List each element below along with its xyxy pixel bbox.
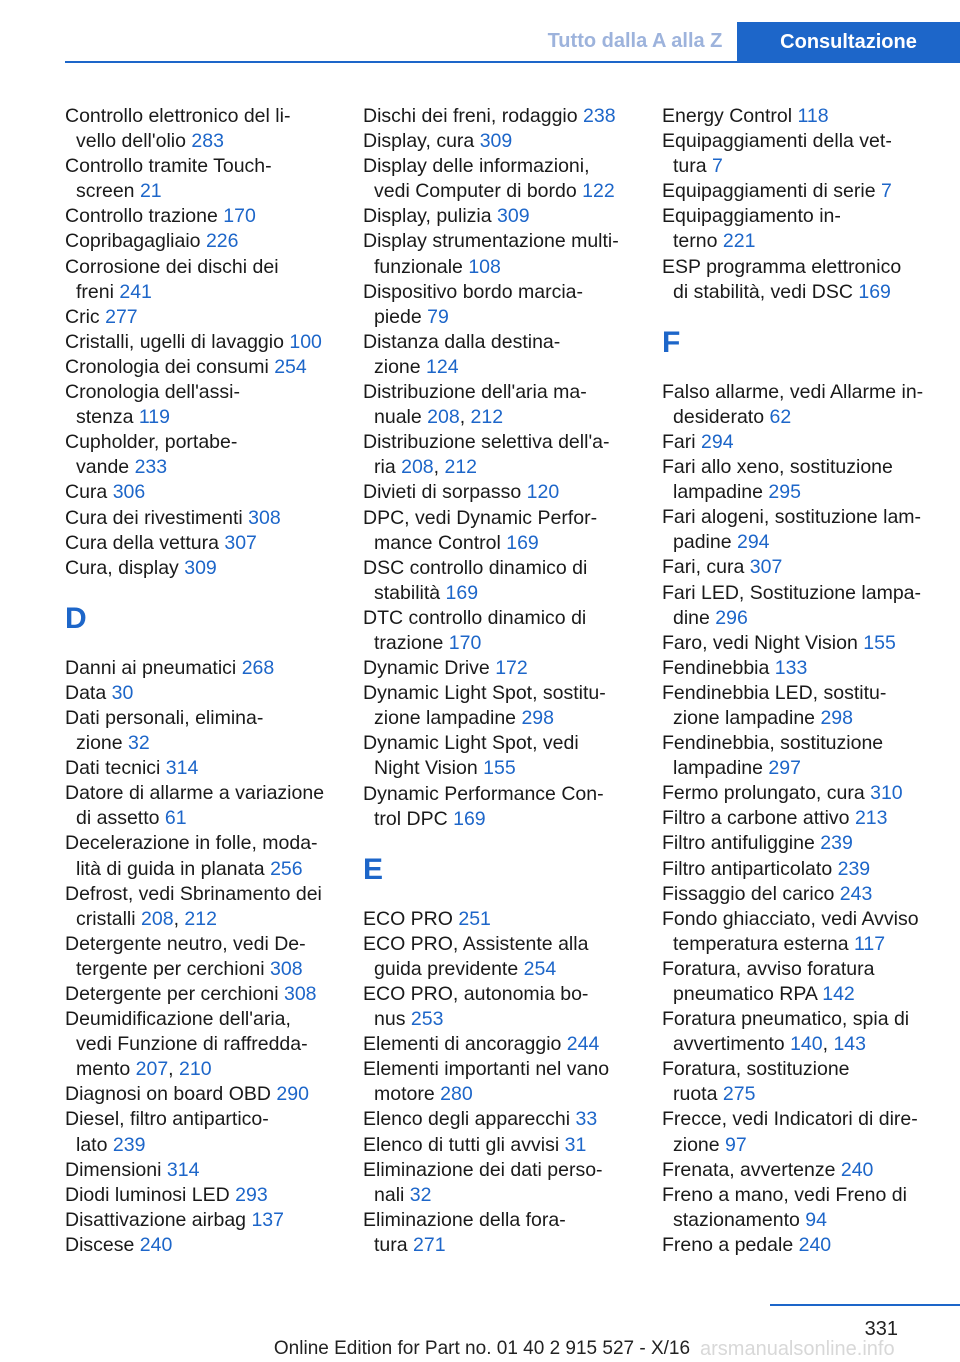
page-reference-link[interactable]: 254 [523, 957, 557, 980]
page-reference-link[interactable]: 239 [837, 857, 871, 880]
index-entry [65, 480, 335, 505]
index-entry [363, 506, 633, 556]
page-reference-link[interactable]: 117 [854, 932, 886, 955]
index-entry [662, 255, 932, 305]
index-entry [662, 1158, 932, 1183]
page-reference-link[interactable]: 240 [840, 1158, 874, 1181]
index-term: Cronologia dell'assi- stenza [65, 381, 240, 429]
index-term: Dischi dei freni, rodaggio [363, 105, 578, 127]
index-term: Elementi importanti nel vano motore [363, 1058, 610, 1106]
page-reference-link[interactable]: 208 [141, 907, 174, 930]
index-entry [363, 204, 633, 229]
index-term: Fendinebbia [662, 656, 770, 679]
page-reference-link[interactable]: 169 [858, 280, 891, 303]
page-reference-link[interactable]: 7 [880, 180, 892, 203]
index-term: Cupholder, portabe- vande [65, 431, 238, 479]
page-reference-link[interactable]: 155 [863, 631, 896, 654]
chapter-tab: Consultazione [737, 22, 960, 62]
index-term: Faro, vedi Night Vision [662, 631, 858, 654]
index-term: Filtro a carbone attivo [662, 807, 850, 830]
index-term: Cric [65, 305, 100, 328]
index-term: Fondo ghiacciato, vedi Avviso temperatura esterna [662, 907, 919, 955]
index-term: Display, pulizia [363, 205, 492, 228]
index-term: Cura della vettura [65, 531, 219, 554]
page-reference-link[interactable]: 32 [128, 732, 150, 755]
page-reference-link[interactable]: 108 [468, 255, 501, 278]
page-reference-link[interactable]: 298 [820, 706, 853, 729]
index-entry [662, 505, 932, 555]
index-term: DTC controllo dinamico di trazione [363, 606, 587, 654]
page-reference-link[interactable]: 207 [135, 1058, 169, 1081]
page-reference-link[interactable]: 308 [283, 983, 317, 1005]
page-reference-link[interactable]: 118 [797, 105, 829, 127]
index-entry [363, 606, 633, 656]
index-term: ECO PRO, autonomia bo- nus [363, 983, 589, 1031]
index-entry [662, 907, 932, 957]
page-reference-link[interactable]: 33 [575, 1108, 598, 1131]
index-term: Equipaggiamento in- terno [662, 205, 841, 253]
page-reference-link[interactable]: 169 [506, 531, 539, 554]
index-entry [65, 229, 335, 254]
index-entry [65, 1183, 335, 1208]
page-reference-link[interactable]: 172 [495, 657, 528, 680]
page-reference-link[interactable]: 277 [105, 305, 138, 328]
page-reference-link[interactable]: 314 [165, 757, 199, 780]
page-reference-link[interactable]: 94 [805, 1208, 827, 1231]
index-entry [662, 1183, 932, 1233]
page-reference-link[interactable]: 306 [112, 481, 146, 504]
page-reference-link[interactable]: 170 [448, 631, 482, 654]
index-entry [363, 1057, 633, 1107]
index-entry [65, 355, 335, 380]
page-reference-link[interactable]: 309 [479, 130, 513, 153]
page-reference-link[interactable]: 212 [184, 907, 217, 930]
index-entry [65, 1107, 335, 1157]
index-entry [363, 480, 633, 505]
page-reference-link[interactable]: 293 [235, 1183, 268, 1206]
index-term: Eliminazione dei dati perso- nali [363, 1158, 603, 1206]
page-reference-link[interactable]: 122 [582, 180, 615, 203]
page-reference-link[interactable]: 244 [566, 1033, 600, 1056]
index-term: Energy Control [662, 105, 793, 127]
index-term: Diesel, filtro antipartico- lato [65, 1108, 269, 1156]
page-reference-link[interactable]: 208 [427, 406, 460, 429]
index-entry [662, 455, 932, 505]
index-entry [662, 179, 932, 204]
index-term: Disattivazione airbag [65, 1208, 247, 1231]
index-term: Dynamic Light Spot, vedi Night Vision [363, 732, 579, 780]
page-reference-link[interactable]: 239 [112, 1133, 146, 1156]
index-entry [363, 1158, 633, 1208]
index-entry [662, 781, 932, 806]
index-term: Fendinebbia, sostituzione lampadine [662, 732, 884, 780]
index-entry [662, 882, 932, 907]
page-reference-link[interactable]: 30 [111, 681, 134, 704]
index-entry [363, 1107, 633, 1132]
index-entry [662, 857, 932, 882]
index-term: Freno a mano, vedi Freno di stazionamento [662, 1183, 907, 1231]
page-reference-link[interactable]: 169 [445, 581, 479, 604]
index-column-2 [363, 104, 633, 1258]
index-entry [65, 330, 335, 355]
page-reference-link[interactable]: 124 [426, 355, 459, 378]
index-entry [363, 656, 633, 681]
index-term: Eliminazione della fora- tura [363, 1208, 566, 1256]
index-entry [65, 305, 335, 330]
page-reference-link[interactable]: 213 [854, 807, 888, 830]
index-entry [363, 1208, 633, 1258]
index-column-3 [662, 104, 932, 1258]
page-reference-link[interactable]: 307 [749, 556, 783, 579]
index-term: Cristalli, ugelli di lavaggio [65, 330, 284, 353]
footer-rule [770, 1304, 960, 1306]
index-entry [65, 531, 335, 556]
index-term: Dati personali, elimina- zione [65, 706, 264, 755]
header-rule [65, 61, 960, 63]
index-term: Discese [65, 1233, 135, 1256]
index-entry [65, 932, 335, 982]
edition-note: Online Edition for Part no. 01 40 2 915 527 - X/16 [273, 1338, 691, 1359]
index-entry [65, 831, 335, 881]
page-reference-link[interactable]: 31 [564, 1133, 587, 1156]
page-number: 331 [864, 1318, 898, 1340]
page-reference-link[interactable]: 275 [722, 1083, 756, 1106]
section-title: Tutto dalla A alla Z [547, 30, 723, 52]
index-term: Display, cura [363, 130, 475, 153]
index-term: DSC controllo dinamico di stabilità [363, 556, 588, 604]
index-entry [662, 656, 932, 681]
page-reference-link[interactable]: 297 [768, 757, 801, 780]
index-term: Elenco di tutti gli avvisi [363, 1133, 560, 1156]
index-term: Fari, cura [662, 556, 745, 579]
index-entry [65, 1208, 335, 1233]
index-entry [65, 1082, 335, 1107]
page-reference-link[interactable]: 208 [401, 456, 434, 479]
page-reference-link[interactable]: 212 [444, 456, 478, 479]
page-reference-link[interactable]: 210 [179, 1058, 212, 1081]
index-term: Foratura, sostituzione ruota [662, 1058, 850, 1106]
page-reference-link[interactable]: 142 [822, 983, 855, 1005]
index-term: Cura [65, 481, 108, 504]
index-entry [363, 1032, 633, 1057]
index-term: Dynamic Drive [363, 657, 490, 680]
index-term: Distanza dalla destina- zione [363, 330, 561, 378]
index-entry [363, 229, 633, 279]
index-entry [65, 656, 335, 681]
index-term: Controllo trazione [65, 205, 218, 228]
page-reference-link[interactable]: 253 [410, 1008, 444, 1031]
index-entry [65, 154, 335, 204]
index-term: Diodi luminosi LED [65, 1183, 230, 1206]
page-reference-link[interactable]: 308 [248, 506, 281, 529]
page-reference-link[interactable]: 79 [427, 305, 449, 328]
index-term: Cura, display [65, 556, 179, 579]
page-reference-link[interactable]: 240 [798, 1233, 832, 1256]
index-entry [65, 556, 335, 581]
index-term: Freno a pedale [662, 1233, 794, 1256]
index-term: ECO PRO [363, 907, 453, 930]
page-reference-link[interactable]: 283 [191, 130, 224, 153]
page-reference-link[interactable]: 143 [833, 1033, 866, 1056]
index-term: Fari alogeni, sostituzione lam- padine [662, 506, 922, 554]
index-term: Danni ai pneumatici [65, 656, 237, 679]
index-entry [662, 430, 932, 455]
index-term: ESP programma elettronico di stabilità, vedi DSC [662, 255, 902, 303]
index-term: Foratura pneumatico, spia di avvertimento [662, 1008, 910, 1056]
index-entry [65, 681, 335, 706]
page-reference-link[interactable]: 155 [483, 757, 516, 780]
index-entry [662, 631, 932, 656]
page-reference-link[interactable]: 308 [270, 957, 303, 980]
page-reference-link[interactable]: 140 [790, 1033, 823, 1056]
index-term: Filtro antifuliggine [662, 832, 815, 855]
page-reference-link[interactable]: 226 [205, 230, 239, 253]
page-reference-link[interactable]: 271 [413, 1233, 446, 1256]
index-entry [662, 806, 932, 831]
index-entry [662, 1233, 932, 1258]
page-reference-link[interactable]: 21 [139, 180, 162, 203]
index-entry [662, 1057, 932, 1107]
index-entry [662, 581, 932, 631]
index-entry [363, 129, 633, 154]
index-entry [662, 681, 932, 731]
index-entry [662, 555, 932, 580]
index-term: Display delle informazioni, vedi Computer di bordo [363, 155, 590, 203]
index-entry: Distribuzione dell'aria ma- nuale 208, 212 [363, 381, 587, 429]
page-reference-link[interactable]: 62 [769, 405, 792, 428]
page-reference-link[interactable]: 32 [409, 1183, 432, 1206]
page-reference-link[interactable]: 170 [223, 205, 256, 228]
index-term: Fissaggio del carico [662, 882, 835, 905]
index-term: Dynamic Light Spot, sostitu- zione lampadine [363, 682, 606, 730]
letter-heading: D [65, 601, 87, 635]
page-reference-link[interactable]: 7 [712, 155, 723, 178]
index-term: Foratura, avviso foratura pneumatico RPA [662, 957, 875, 1005]
page-reference-link[interactable]: 268 [241, 656, 275, 679]
index-entry [363, 280, 633, 330]
page-reference-link[interactable]: 294 [701, 430, 734, 453]
index-entry [363, 1133, 633, 1158]
index-term: Distribuzione selettiva dell'a- ria [363, 431, 610, 479]
letter-heading: F [662, 325, 681, 359]
index-term: Defrost, vedi Sbrinamento dei cristalli [65, 882, 322, 930]
index-term: Detergente per cerchioni [65, 983, 279, 1005]
index-term: Elementi di ancoraggio [363, 1033, 562, 1056]
index-term: Cronologia dei consumi [65, 355, 269, 378]
page-reference-link[interactable]: 241 [119, 280, 152, 303]
page-reference-link[interactable]: 133 [774, 656, 808, 679]
index-entry [363, 556, 633, 606]
page-reference-link[interactable]: 251 [458, 907, 491, 930]
index-term: Decelerazione in folle, moda- lità di guida in planata [65, 832, 318, 880]
index-entry [363, 154, 633, 204]
page-reference-link[interactable]: 97 [725, 1133, 747, 1156]
index-term: Diagnosi on board OBD [65, 1083, 271, 1106]
index-term: Detergente neutro, vedi De- tergente per cerchioni [65, 932, 306, 980]
page-reference-link[interactable]: 307 [224, 531, 257, 554]
page-reference-link[interactable]: 314 [166, 1158, 200, 1181]
index-entry [363, 982, 633, 1032]
letter-heading: E [363, 852, 384, 886]
page-reference-link[interactable]: 119 [138, 406, 170, 429]
index-entry [662, 731, 932, 781]
index-entry [363, 330, 633, 380]
page-reference-link[interactable]: 309 [184, 556, 217, 579]
index-term: Distribuzione dell'aria ma- nuale [363, 381, 587, 429]
index-entry [662, 204, 932, 254]
index-entry [662, 129, 932, 179]
index-term: Filtro antiparticolato [662, 857, 833, 880]
index-entry [65, 104, 335, 154]
page-reference-link[interactable]: 243 [839, 882, 873, 905]
index-term: Corrosione dei dischi dei freni [65, 255, 279, 303]
index-entry: Defrost, vedi Sbrinamento dei cristalli 208, 212 [65, 882, 322, 930]
index-entry [363, 782, 633, 832]
index-term: Datore di allarme a variazione di assetto [65, 782, 325, 830]
page-reference-link[interactable]: 221 [722, 230, 756, 253]
index-term: Deumidificazione dell'aria, vedi Funzione di raffredda- mento [65, 1008, 308, 1081]
index-entry [662, 831, 932, 856]
page-reference-link[interactable]: 100 [289, 330, 322, 353]
index-entry [65, 756, 335, 781]
index-term: Dynamic Performance Con- trol DPC [363, 782, 604, 830]
index-term: Elenco degli apparecchi [363, 1108, 571, 1131]
index-entry [65, 430, 335, 480]
index-term: Fari LED, Sostituzione lampa- dine [662, 581, 922, 629]
page-reference-link[interactable]: 233 [134, 456, 168, 479]
index-term: Frenata, avvertenze [662, 1158, 836, 1181]
index-entry [662, 1107, 932, 1157]
index-term: Falso allarme, vedi Allarme in- desiderato [662, 380, 924, 428]
index-term: Cura dei rivestimenti [65, 506, 243, 529]
index-term: Fendinebbia LED, sostitu- zione lampadine [662, 681, 887, 729]
index-term: Controllo elettronico del li- vello dell'olio [65, 105, 291, 153]
index-entry [662, 957, 932, 1007]
index-term: Data [65, 681, 107, 704]
index-term: Frecce, vedi Indicatori di dire- zione [662, 1108, 918, 1156]
index-entry [65, 506, 335, 531]
index-term: Equipaggiamenti della vet- tura [662, 130, 892, 178]
index-entry [65, 781, 335, 831]
page-reference-link[interactable]: 298 [521, 707, 554, 730]
page-reference-link[interactable]: 120 [526, 481, 560, 504]
index-term: Copribagagliaio [65, 230, 201, 253]
index-term: Controllo tramite Touch- screen [65, 155, 272, 203]
index-entry [65, 255, 335, 305]
page-reference-link[interactable]: 61 [164, 807, 187, 830]
page-reference-link[interactable]: 169 [453, 807, 486, 830]
index-term: Display strumentazione multi- funzionale [363, 230, 619, 278]
index-entry [363, 104, 633, 129]
index-entry [363, 681, 633, 731]
index-entry [65, 204, 335, 229]
index-term: Fermo prolungato, cura [662, 782, 865, 805]
index-entry: Foratura pneumatico, spia di avvertimento 140, 143 [662, 1008, 910, 1056]
index-entry [363, 907, 633, 932]
index-column-1 [65, 104, 335, 1258]
index-entry [363, 731, 633, 781]
page-reference-link[interactable]: 240 [139, 1233, 173, 1256]
page-reference-link[interactable]: 280 [440, 1083, 473, 1106]
index-entry: Deumidificazione dell'aria, vedi Funzione di raffredda- mento 207, 210 [65, 1008, 308, 1081]
index-term: Fari allo xeno, sostituzione lampadine [662, 456, 893, 504]
index-entry [363, 932, 633, 982]
index-term: Equipaggiamenti di serie [662, 180, 876, 203]
index-entry [662, 104, 932, 129]
index-entry [65, 1158, 335, 1183]
index-entry [65, 706, 335, 756]
index-term: Dati tecnici [65, 757, 161, 780]
index-term: ECO PRO, Assistente alla guida previdente [363, 932, 589, 980]
page-reference-link[interactable]: 212 [470, 406, 504, 429]
page-header [0, 0, 960, 62]
page-reference-link[interactable]: 310 [870, 782, 903, 805]
index-entry [662, 380, 932, 430]
index-term: Divieti di sorpasso [363, 481, 522, 504]
page-reference-link[interactable]: 256 [270, 857, 303, 880]
index-term: Dimensioni [65, 1158, 162, 1181]
index-term: DPC, vedi Dynamic Perfor- mance Control [363, 506, 598, 554]
page-reference-link[interactable]: 254 [274, 355, 307, 378]
page-reference-link[interactable]: 294 [736, 531, 770, 554]
page-reference-link[interactable]: 296 [715, 606, 748, 629]
index-entry [65, 380, 335, 430]
page-reference-link[interactable]: 290 [276, 1083, 309, 1106]
page-reference-link[interactable]: 239 [820, 832, 853, 855]
index-term: Dispositivo bordo marcia- piede [363, 280, 583, 328]
page-reference-link[interactable]: 309 [497, 205, 530, 228]
index-entry: Distribuzione selettiva dell'a- ria 208, 212 [363, 431, 610, 479]
page-reference-link[interactable]: 295 [768, 481, 801, 504]
page-reference-link[interactable]: 238 [583, 105, 616, 127]
index-entry [65, 1233, 335, 1258]
index-term: Fari [662, 430, 696, 453]
page-reference-link[interactable]: 137 [251, 1208, 284, 1231]
index-entry [65, 982, 335, 1007]
watermark: arsmanualsonline.info [700, 1338, 895, 1360]
